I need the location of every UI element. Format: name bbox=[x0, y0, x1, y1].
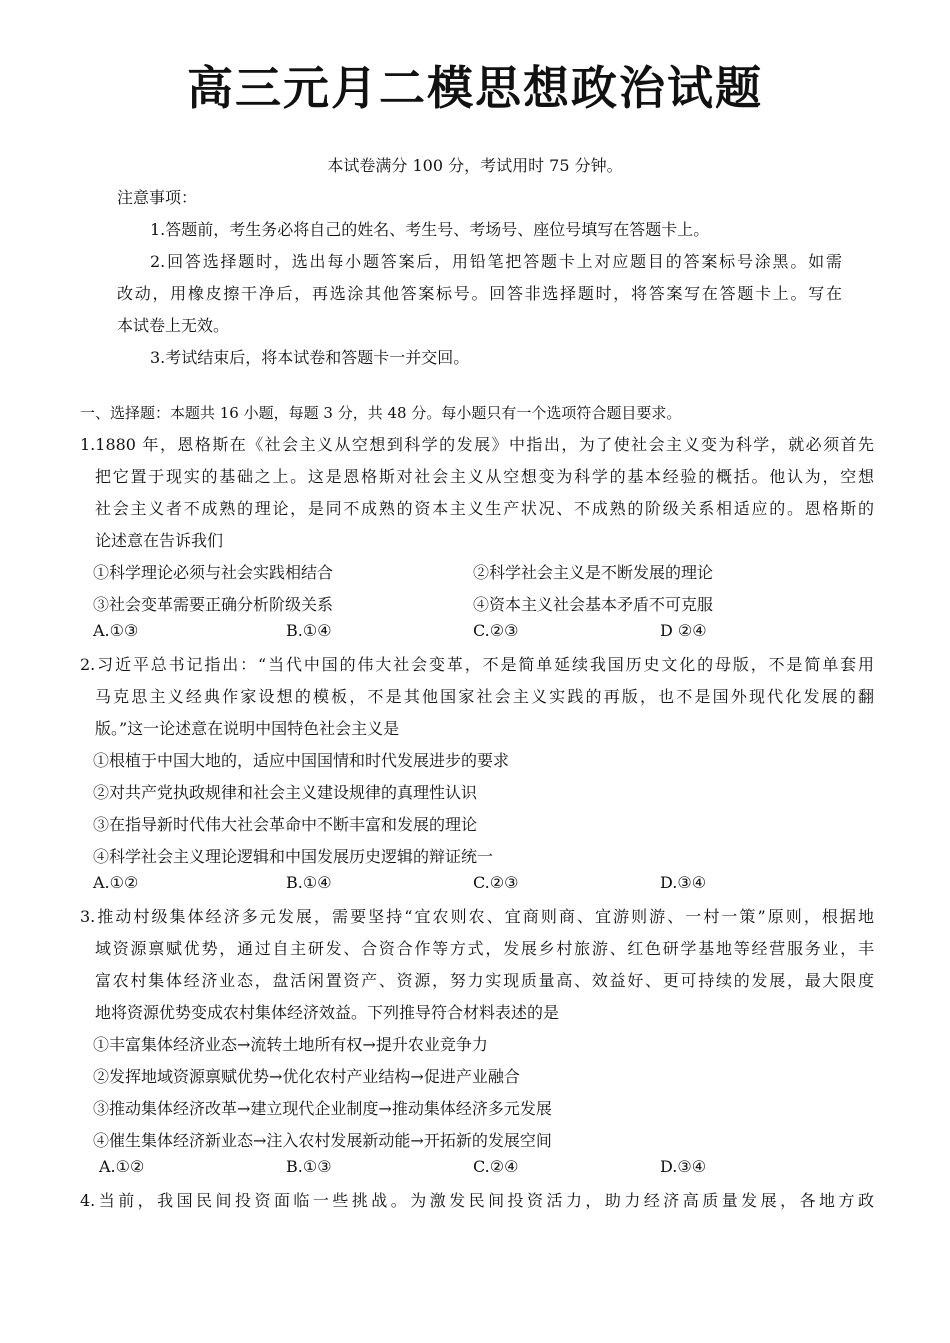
q3-option-a: A.①② bbox=[99, 1157, 145, 1176]
q1-option-a: A.①③ bbox=[93, 621, 139, 640]
notice-item-3: 3.考试结束后，将本试卷和答题卡一并交回。 bbox=[150, 348, 470, 367]
q3-statement-2: ②发挥地域资源禀赋优势→优化农村产业结构→促进产业融合 bbox=[93, 1067, 520, 1086]
q1-option-b: B.①④ bbox=[286, 621, 332, 640]
q3-stem-line-3: 富农村集体经济业态，盘活闲置资产、资源，努力实现质量高、效益好、更可持续的发展，最大限度 bbox=[95, 971, 874, 990]
q2-option-d: D.③④ bbox=[660, 873, 707, 892]
q2-statement-1: ①根植于中国大地的，适应中国国情和时代发展进步的要求 bbox=[93, 751, 510, 770]
q1-stem-line-1: 1.1880 年，恩格斯在《社会主义从空想到科学的发展》中指出，为了使社会主义变为科学，就必须首先 bbox=[80, 435, 874, 454]
q1-stem-line-2: 把它置于现实的基础之上。这是恩格斯对社会主义从空想变为科学的基本经验的概括。他认为，空想 bbox=[95, 467, 874, 486]
q1-statement-3: ③社会变革需要正确分析阶级关系 bbox=[93, 595, 334, 614]
page-title: 高三元月二模思想政治试题 bbox=[187, 61, 763, 115]
q1-statement-2: ②科学社会主义是不断发展的理论 bbox=[473, 563, 714, 582]
notice-item-2-line-1: 2.回答选择题时，选出每小题答案后，用铅笔把答题卡上对应题目的答案标号涂黑。如需 bbox=[150, 252, 842, 271]
q1-statement-4: ④资本主义社会基本矛盾不可克服 bbox=[473, 595, 714, 614]
q3-option-c: C.②④ bbox=[473, 1157, 519, 1176]
q2-stem-line-2: 马克思主义经典作家设想的模板，不是其他国家社会主义实践的再版，也不是国外现代化发展的翻 bbox=[95, 687, 874, 706]
q1-statement-1: ①科学理论必须与社会实践相结合 bbox=[93, 563, 334, 582]
q3-stem-line-4: 地将资源优势变成农村集体经济效益。下列推导符合材料表述的是 bbox=[95, 1003, 560, 1022]
notice-item-1: 1.答题前，考生务必将自己的姓名、考生号、考场号、座位号填写在答题卡上。 bbox=[150, 220, 710, 239]
exam-subtitle: 本试卷满分 100 分，考试用时 75 分钟。 bbox=[327, 156, 623, 175]
section-heading: 一、选择题：本题共 16 小题，每题 3 分，共 48 分。每小题只有一个选项符合题目要求。 bbox=[80, 404, 682, 422]
q2-statement-3: ③在指导新时代伟大社会革命中不断丰富和发展的理论 bbox=[93, 815, 478, 834]
q1-stem-line-4: 论述意在告诉我们 bbox=[95, 531, 224, 550]
q3-option-d: D.③④ bbox=[660, 1157, 707, 1176]
q2-option-c: C.②③ bbox=[473, 873, 519, 892]
q3-option-b: B.①③ bbox=[286, 1157, 332, 1176]
q2-statement-4: ④科学社会主义理论逻辑和中国发展历史逻辑的辩证统一 bbox=[93, 847, 494, 866]
q2-stem-line-3: 版。”这一论述意在说明中国特色社会主义是 bbox=[95, 719, 400, 738]
q1-option-d: D ②④ bbox=[660, 621, 707, 640]
notice-item-2-line-2: 改动，用橡皮擦干净后，再选涂其他答案标号。回答非选择题时，将答案写在答题卡上。写在 bbox=[117, 284, 842, 303]
notice-heading: 注意事项： bbox=[117, 188, 198, 207]
q2-option-a: A.①② bbox=[93, 873, 139, 892]
q2-stem-line-1: 2.习近平总书记指出：“当代中国的伟大社会变革，不是简单延续我国历史文化的母版，不是简单套用 bbox=[80, 655, 874, 674]
q4-stem-line-1: 4.当前，我国民间投资面临一些挑战。为激发民间投资活力，助力经济高质量发展，各地方政 bbox=[80, 1191, 874, 1210]
q2-statement-2: ②对共产党执政规律和社会主义建设规律的真理性认识 bbox=[93, 783, 478, 802]
q3-statement-1: ①丰富集体经济业态→流转土地所有权→提升农业竞争力 bbox=[93, 1035, 488, 1054]
q3-statement-3: ③推动集体经济改革→建立现代企业制度→推动集体经济多元发展 bbox=[93, 1099, 552, 1118]
q3-stem-line-2: 域资源禀赋优势，通过自主研发、合资合作等方式，发展乡村旅游、红色研学基地等经营服务业，丰 bbox=[95, 939, 874, 958]
notice-item-2-line-3: 本试卷上无效。 bbox=[117, 316, 230, 335]
q1-option-c: C.②③ bbox=[473, 621, 519, 640]
q1-stem-line-3: 社会主义者不成熟的理论，是同不成熟的资本主义生产状况、不成熟的阶级关系相适应的。恩格斯的 bbox=[95, 499, 874, 518]
q3-stem-line-1: 3.推动村级集体经济多元发展，需要坚持“宜农则农、宜商则商、宜游则游、一村一策”原则，根据地 bbox=[80, 907, 874, 926]
q3-statement-4: ④催生集体经济新业态→注入农村发展新动能→开拓新的发展空间 bbox=[93, 1131, 552, 1150]
q2-option-b: B.①④ bbox=[286, 873, 332, 892]
